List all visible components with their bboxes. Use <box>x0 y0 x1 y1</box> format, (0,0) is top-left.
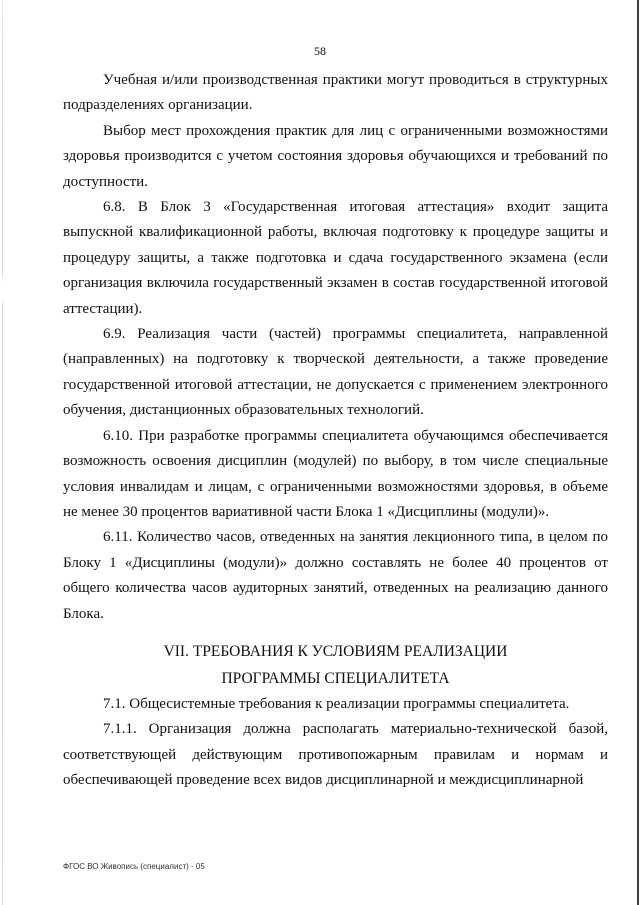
paragraph-7-1: 7.1. Общесистемные требования к реализации программы специалитета. <box>103 695 570 712</box>
paragraph-6-10: 6.10. При разработке программы специалитета обучающимся обеспечивается возможность освоения дисциплин (модулей) по выбору, в том числе специальные условия инвалидам и лицам, с ограниченными возможностями здоровья, в объеме не менее 30 процентов вариативной части Блока 1 «Дисциплины (модули)». <box>63 427 608 520</box>
scan-edge-left <box>2 0 3 905</box>
paragraph-6-8: 6.8. В Блок 3 «Государственная итоговая аттестация» входит защита выпускной квалификационной работы, включая подготовку к процедуре защиты и процедуру защиты, а также подготовка и сдача государственного экзамена (если организация включила государственный экзамен в состав государственной итоговой аттестации). <box>63 199 608 317</box>
scan-edge-right <box>637 0 639 905</box>
section-title-line-1: VII. ТРЕБОВАНИЯ К УСЛОВИЯМ РЕАЛИЗАЦИИ <box>163 642 508 660</box>
section-title-line-2: ПРОГРАММЫ СПЕЦИАЛИТЕТА <box>221 669 450 687</box>
paragraph-practice-places: Выбор мест прохождения практик для лиц с ограниченными возможностями здоровья производится с учетом состояния здоровья обучающихся и требований по доступности. <box>63 122 608 190</box>
paragraph-practice-units: Учебная и/или производственная практики могут проводиться в структурных подразделениях организации. <box>63 72 608 114</box>
paragraph-6-9: 6.9. Реализация части (частей) программы специалитета, направленной (направленных) на подготовку к творческой деятельности, а также проведение государственной итоговой аттестации, не допускается с применением электронного обучения, дистанционных образовательных технологий. <box>63 326 608 419</box>
section-title <box>63 638 608 692</box>
paragraph-6-11: 6.11. Количество часов, отведенных на занятия лекционного типа, в целом по Блоку 1 «Дисциплины (модули)» должно составлять не более 40 процентов от общего количества часов аудиторных занятий, отведенных на реализацию данного Блока. <box>63 529 608 622</box>
page-number: 58 <box>314 44 326 58</box>
page-footer: ФГОС ВО Живопись (специалист) - 05 <box>63 862 205 871</box>
document-body <box>63 68 608 794</box>
paragraph-7-1-1: 7.1.1. Организация должна располагать материально-технической базой, соответствующей действующим противопожарным правилам и нормам и обеспечивающей проведение всех видов дисциплинарной и междисциплинарной <box>63 721 608 789</box>
